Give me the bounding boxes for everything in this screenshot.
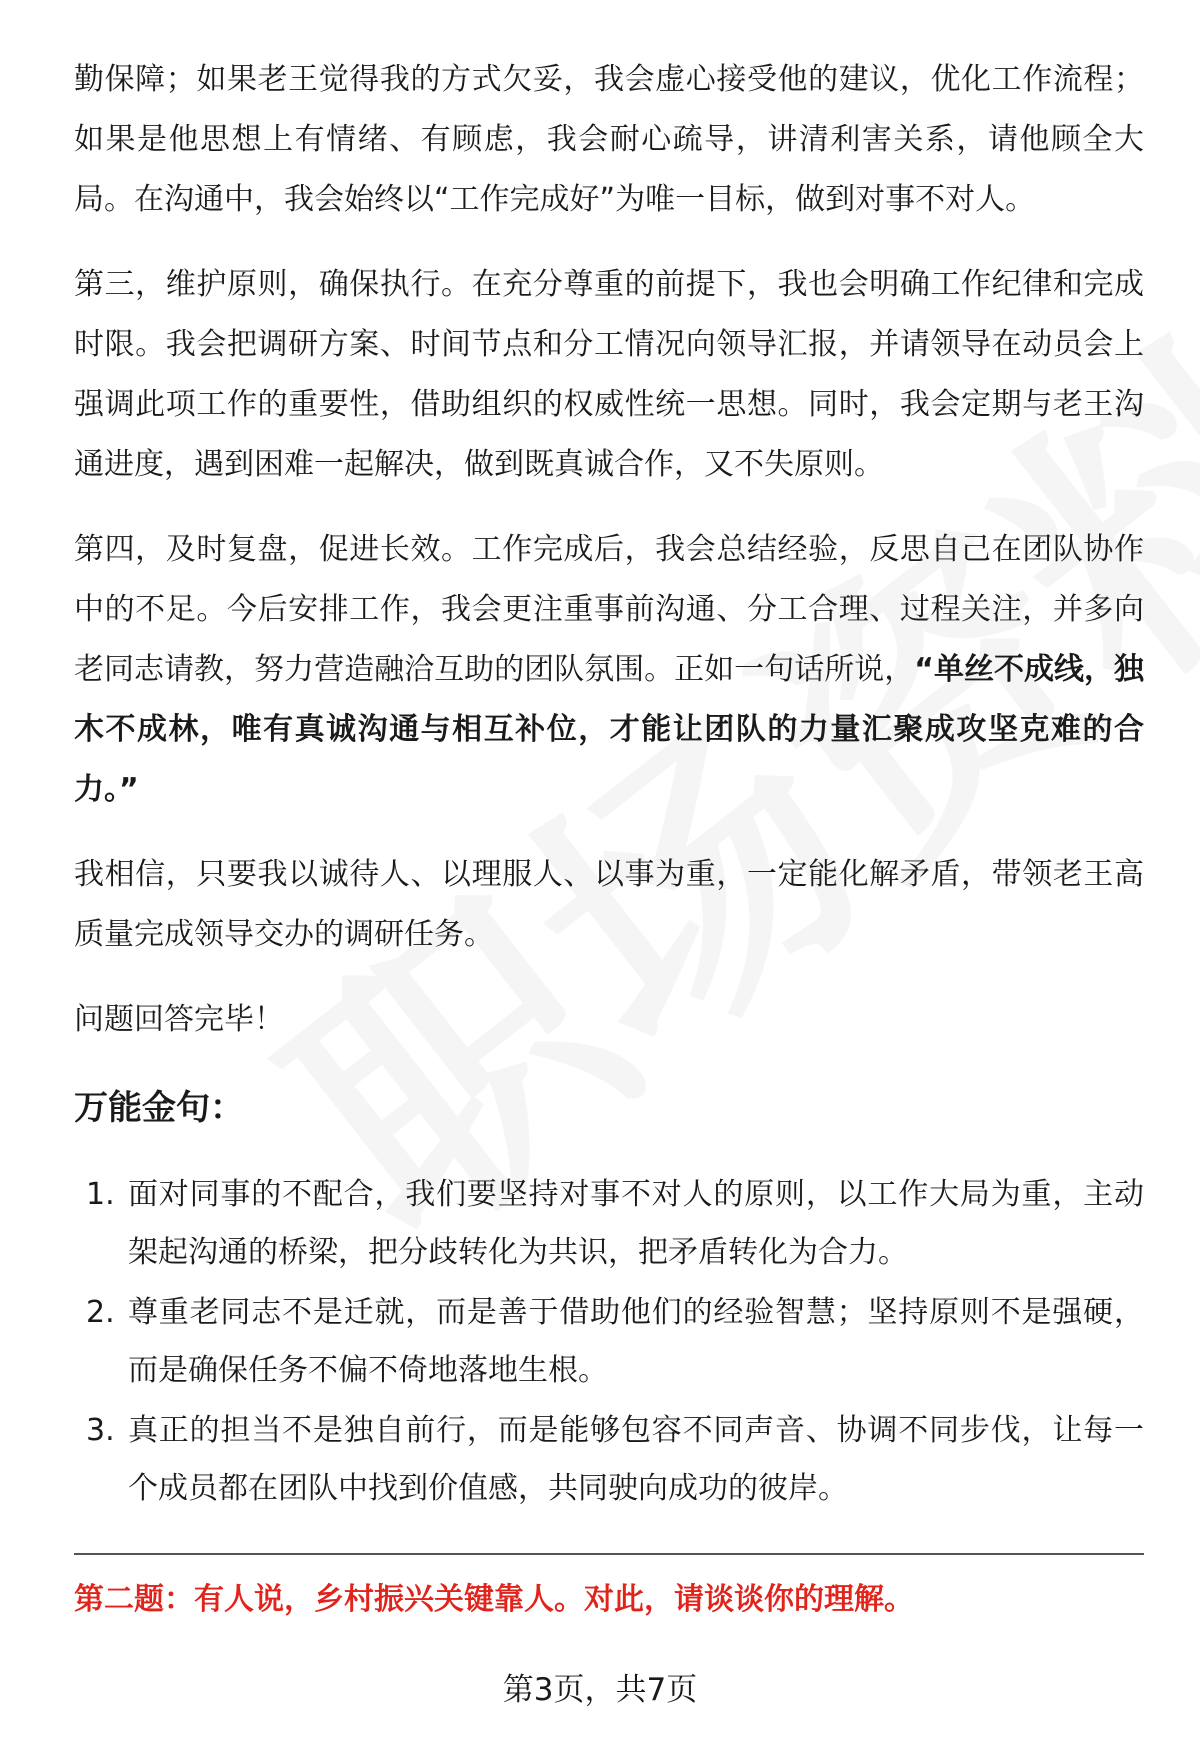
bold-quote: “单丝不成线，独木不成林，唯有真诚沟通与相互补位，才能让团队的力量汇聚成攻坚克难的合力。” xyxy=(74,652,1145,807)
list-item xyxy=(74,1166,1144,1282)
section-heading: 万能金句： xyxy=(74,1088,244,1128)
paragraph-conclusion: 我相信，只要我以诚待人、以理服人、以事为重，一定能化解矛盾，带领老王高质量完成领导交办的调研任务。 xyxy=(74,857,1144,952)
list-item-text: 尊重老同志不是迁就，而是善于借助他们的经验智慧；坚持原则不是强硬，而是确保任务不偏不倚地落地生根。 xyxy=(128,1295,1144,1388)
paragraph-fourth-text: 第四，及时复盘，促进长效。工作完成后，我会总结经验，反思自己在团队协作中的不足。今后安排工作，我会更注重事前沟通、分工合理、过程关注，并多向老同志请教，努力营造融洽互助的团队氛围。正如一句话所说， xyxy=(74,532,1144,687)
paragraph-end: 问题回答完毕！ xyxy=(74,1002,284,1037)
document-body xyxy=(74,50,1144,1520)
list-number: 2. xyxy=(86,1295,115,1330)
list-item-text: 真正的担当不是独自前行，而是能够包容不同声音、协调不同步伐，让每一个成员都在团队中找到价值感，共同驶向成功的彼岸。 xyxy=(128,1413,1144,1506)
list-item xyxy=(74,1284,1144,1400)
paragraph-third-point: 第三，维护原则，确保执行。在充分尊重的前提下，我也会明确工作纪律和完成时限。我会把调研方案、时间节点和分工情况向领导汇报，并请领导在动员会上强调此项工作的重要性，借助组织的权威性统一思想。同时，我会定期与老王沟通进度，遇到困难一起解决，做到既真诚合作，又不失原则。 xyxy=(74,267,1144,482)
list-item-text: 面对同事的不配合，我们要坚持对事不对人的原则，以工作大局为重，主动架起沟通的桥梁，把分歧转化为共识，把矛盾转化为合力。 xyxy=(128,1177,1144,1270)
paragraph-fourth-point xyxy=(74,520,1144,820)
list-item xyxy=(74,1402,1144,1518)
question-title: 第二题：有人说，乡村振兴关键靠人。对此，请谈谈你的理解。 xyxy=(74,1582,914,1617)
list-number: 1. xyxy=(86,1177,115,1212)
list-number: 3. xyxy=(86,1413,115,1448)
quote-list xyxy=(74,1166,1144,1518)
page-number: 第3页，共7页 xyxy=(502,1672,698,1708)
divider xyxy=(74,1553,1144,1555)
paragraph-continued: 勤保障；如果老王觉得我的方式欠妥，我会虚心接受他的建议，优化工作流程；如果是他思想上有情绪、有顾虑，我会耐心疏导，讲清利害关系，请他顾全大局。在沟通中，我会始终以“工作完成好”为唯一目标，做到对事不对人。 xyxy=(74,62,1144,217)
